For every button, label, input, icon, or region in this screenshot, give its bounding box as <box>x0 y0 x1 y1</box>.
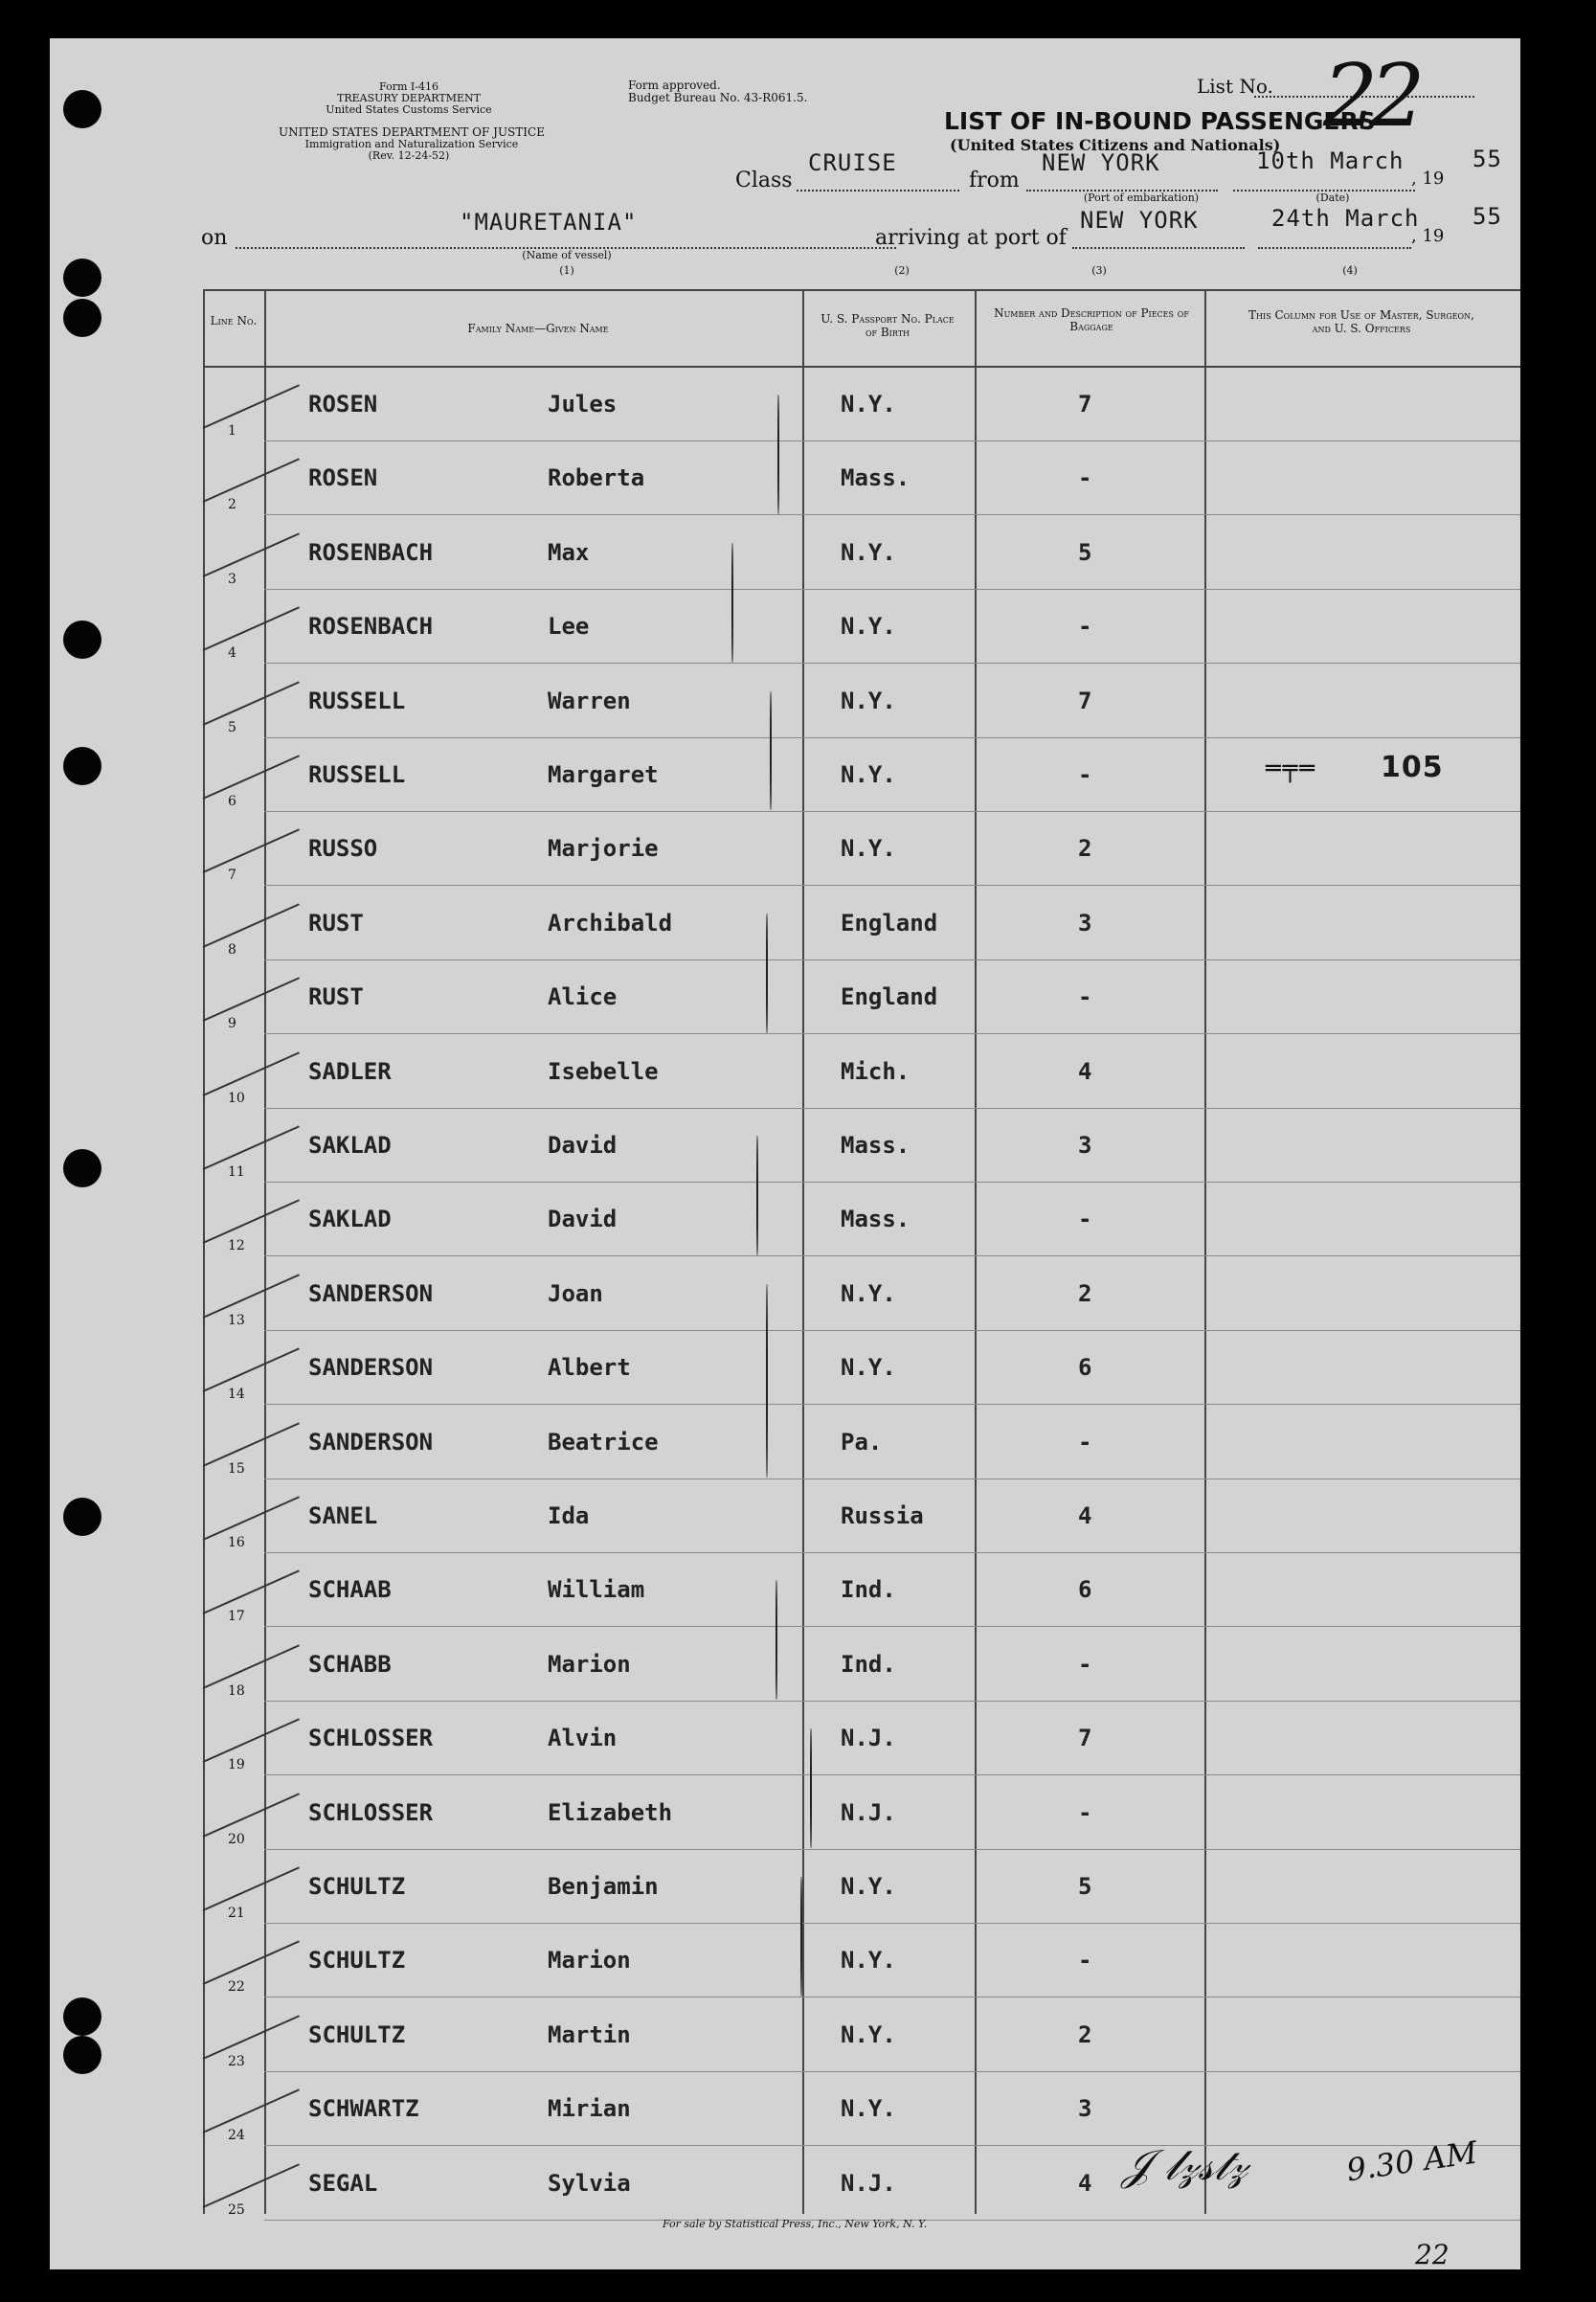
year-prefix: , 19 <box>1411 169 1445 189</box>
table-row <box>50 1333 1520 1407</box>
column-number: (2) <box>894 264 910 277</box>
place-of-birth: N.Y. <box>841 1279 896 1307</box>
place-of-birth: England <box>841 983 938 1011</box>
check-mark <box>203 384 300 429</box>
given-name: Warren <box>548 687 631 714</box>
check-mark <box>203 1348 300 1393</box>
given-name: Benjamin <box>548 1873 659 1900</box>
place-of-birth: Mass. <box>841 1206 910 1233</box>
family-name: SCHLOSSER <box>308 1798 434 1826</box>
place-of-birth: N.Y. <box>841 538 896 566</box>
table-row <box>50 443 1520 517</box>
check-mark <box>203 1719 300 1764</box>
family-bracket-mark <box>756 1136 758 1255</box>
check-mark <box>203 459 300 504</box>
family-name: ROSEN <box>308 464 378 492</box>
table-row <box>50 1185 1520 1258</box>
table-row <box>50 1259 1520 1333</box>
line-number: 5 <box>228 719 236 735</box>
table-row <box>50 962 1520 1036</box>
place-of-birth: N.Y. <box>841 613 896 641</box>
table-row <box>50 1555 1520 1629</box>
table-row <box>50 1630 1520 1704</box>
list-number-handwritten: 22 <box>1323 46 1418 147</box>
vessel-name: "MAURETANIA" <box>460 209 638 236</box>
punch-hole <box>63 90 101 128</box>
family-bracket-mark <box>731 543 733 663</box>
footer-printer: For sale by Statistical Press, Inc., New York, N. Y. <box>663 2218 928 2230</box>
class-value: CRUISE <box>808 149 897 176</box>
place-of-birth: Mass. <box>841 464 910 492</box>
row-rule <box>264 1774 1520 1775</box>
check-mark <box>203 1051 300 1096</box>
on-label: on <box>201 226 228 250</box>
row-rule <box>264 1478 1520 1479</box>
check-mark <box>203 755 300 800</box>
given-name: Joan <box>548 1279 603 1307</box>
check-mark <box>203 978 300 1023</box>
family-name: SCHLOSSER <box>308 1725 434 1752</box>
check-mark <box>203 681 300 726</box>
place-of-birth: N.Y. <box>841 761 896 788</box>
line-number: 22 <box>228 1979 245 1996</box>
family-name: ROSENBACH <box>308 538 434 566</box>
given-name: Albert <box>548 1354 631 1382</box>
table-row <box>50 889 1520 962</box>
inspector-initials: 𝒥 𝓁𝓏𝓈𝓉𝓏 <box>1122 2141 1248 2190</box>
port-of-embarkation-caption: (Port of embarkation) <box>1083 192 1200 204</box>
row-rule <box>264 959 1520 960</box>
baggage-count: 3 <box>1078 2095 1092 2123</box>
line-number: 1 <box>228 423 236 439</box>
year-prefix: , 19 <box>1411 226 1445 246</box>
line-number: 4 <box>228 645 236 662</box>
family-name: SCHULTZ <box>308 2020 406 2048</box>
family-bracket-mark <box>810 1728 812 1848</box>
check-mark <box>203 2089 300 2134</box>
place-of-birth: Russia <box>841 1502 924 1529</box>
check-mark <box>203 1274 300 1319</box>
baggage-count: - <box>1078 1947 1092 1975</box>
vessel-name-caption: (Name of vessel) <box>522 249 612 261</box>
table-row <box>50 518 1520 592</box>
punch-hole <box>63 299 101 337</box>
date-caption: (Date) <box>1315 192 1350 204</box>
family-bracket-mark <box>776 1580 777 1700</box>
check-mark <box>203 1570 300 1615</box>
baggage-count: - <box>1078 761 1092 788</box>
baggage-count: 5 <box>1078 538 1092 566</box>
given-name: David <box>548 1132 618 1159</box>
baggage-count: 5 <box>1078 1873 1092 1900</box>
family-name: RUSSO <box>308 835 378 863</box>
place-of-birth: N.J. <box>841 2169 896 2197</box>
treasury-department: TREASURY DEPARTMENT <box>337 92 481 104</box>
table-row <box>50 592 1520 666</box>
baggage-count: 4 <box>1078 1502 1092 1529</box>
class-label: Class <box>735 169 793 192</box>
family-name: SANEL <box>308 1502 378 1529</box>
place-of-birth: N.Y. <box>841 391 896 418</box>
table-row <box>50 1778 1520 1852</box>
place-of-birth: Mich. <box>841 1057 910 1085</box>
row-rule <box>264 1552 1520 1553</box>
check-mark <box>203 1200 300 1245</box>
row-rule <box>264 811 1520 812</box>
baggage-count: - <box>1078 1650 1092 1678</box>
column-number: (3) <box>1091 264 1107 277</box>
punch-hole <box>63 259 101 297</box>
header-passport: U. S. Passport No. Place of Birth <box>820 312 955 339</box>
table-row <box>50 1111 1520 1185</box>
arrival-port: NEW YORK <box>1080 207 1199 234</box>
departure-date: 10th March <box>1256 147 1405 174</box>
baggage-count: - <box>1078 1428 1092 1456</box>
baggage-count: 2 <box>1078 1279 1092 1307</box>
line-number: 9 <box>228 1016 236 1032</box>
list-no-label: List No. <box>1197 75 1273 98</box>
given-name: David <box>548 1206 618 1233</box>
family-bracket-mark <box>770 691 772 811</box>
row-rule <box>264 514 1520 515</box>
given-name: Beatrice <box>548 1428 659 1456</box>
family-name: SCHULTZ <box>308 1947 406 1975</box>
line-number: 14 <box>228 1387 245 1403</box>
table-row <box>50 814 1520 888</box>
check-mark <box>203 1941 300 1986</box>
arriving-label: arriving at port of <box>875 226 1067 250</box>
check-mark <box>203 1496 300 1541</box>
family-name: RUSSELL <box>308 687 406 714</box>
given-name: Archibald <box>548 909 673 937</box>
row-rule <box>264 663 1520 664</box>
given-name: Alice <box>548 983 618 1011</box>
given-name: Alvin <box>548 1725 618 1752</box>
family-name: SCHAAB <box>308 1576 392 1604</box>
table-row <box>50 2000 1520 2074</box>
family-name: ROSENBACH <box>308 613 434 641</box>
row-rule <box>264 1255 1520 1256</box>
row-rule <box>264 1923 1520 1924</box>
family-name: RUSSELL <box>308 761 406 788</box>
family-bracket-mark <box>766 914 768 1033</box>
given-name: Marjorie <box>548 835 659 863</box>
header-name: Family Name—Given Name <box>467 322 609 335</box>
row-rule <box>264 2071 1520 2072</box>
line-number: 12 <box>228 1238 245 1254</box>
place-of-birth: N.Y. <box>841 2095 896 2123</box>
baggage-count: 7 <box>1078 1725 1092 1752</box>
document-subtitle: (United States Citizens and Nationals) <box>950 136 1281 154</box>
place-of-birth: N.Y. <box>841 1947 896 1975</box>
officer-note: 105 <box>1381 751 1444 784</box>
row-rule <box>264 1404 1520 1405</box>
baggage-count: - <box>1078 1206 1092 1233</box>
table-top-border <box>203 289 1520 291</box>
line-number: 8 <box>228 941 236 958</box>
line-number: 6 <box>228 794 236 809</box>
baggage-count: 6 <box>1078 1354 1092 1382</box>
immigration-service: Immigration and Naturalization Service <box>304 138 519 150</box>
row-rule <box>264 440 1520 441</box>
given-name: Elizabeth <box>548 1798 673 1826</box>
arrival-date: 24th March <box>1271 205 1420 232</box>
family-name: SCHWARTZ <box>308 2095 419 2123</box>
column-number: (4) <box>1342 264 1358 277</box>
baggage-count: - <box>1078 613 1092 641</box>
check-mark <box>203 903 300 948</box>
arrival-year: 55 <box>1472 203 1502 230</box>
table-row <box>50 2149 1520 2223</box>
line-number: 7 <box>228 868 236 884</box>
place-of-birth: Ind. <box>841 1650 896 1678</box>
given-name: Jules <box>548 391 618 418</box>
customs-service: United States Customs Service <box>326 103 492 116</box>
given-name: Isebelle <box>548 1057 659 1085</box>
baggage-count: 3 <box>1078 909 1092 937</box>
family-name: SANDERSON <box>308 1279 434 1307</box>
line-number: 24 <box>228 2128 245 2144</box>
row-rule <box>264 1330 1520 1331</box>
family-name: SCHABB <box>308 1650 392 1678</box>
baggage-count: 4 <box>1078 2169 1092 2197</box>
family-bracket-mark <box>766 1284 768 1478</box>
line-number: 2 <box>228 497 236 513</box>
family-name: SAKLAD <box>308 1206 392 1233</box>
line-number: 15 <box>228 1460 245 1477</box>
row-rule <box>264 885 1520 886</box>
form-approved: Form approved. <box>628 79 721 92</box>
family-name: SCHULTZ <box>308 1873 406 1900</box>
given-name: Marion <box>548 1947 631 1975</box>
scribble: ═╤═ <box>1266 755 1316 783</box>
baggage-count: 7 <box>1078 687 1092 714</box>
line-number: 25 <box>228 2201 245 2218</box>
table-row <box>50 2074 1520 2148</box>
check-mark <box>203 2015 300 2060</box>
line-number: 16 <box>228 1535 245 1550</box>
row-rule <box>264 589 1520 590</box>
header-baggage: Number and Description of Pieces of Baggage <box>994 306 1189 333</box>
place-of-birth: Mass. <box>841 1132 910 1159</box>
row-rule <box>264 737 1520 738</box>
table-row <box>50 1852 1520 1926</box>
row-rule <box>264 1701 1520 1702</box>
baggage-count: 2 <box>1078 2020 1092 2048</box>
line-number: 17 <box>228 1609 245 1625</box>
check-mark <box>203 607 300 652</box>
form-revision: (Rev. 12-24-52) <box>368 149 450 162</box>
baggage-count: 6 <box>1078 1576 1092 1604</box>
baggage-count: - <box>1078 983 1092 1011</box>
given-name: Margaret <box>548 761 659 788</box>
place-of-birth: N.Y. <box>841 835 896 863</box>
document-title: LIST OF IN-BOUND PASSENGERS <box>944 107 1376 135</box>
header-officers: This Column for Use of Master, Surgeon, and U. S. Officers <box>1248 308 1474 335</box>
table-row <box>50 1408 1520 1481</box>
check-mark <box>203 1422 300 1467</box>
family-name: SADLER <box>308 1057 392 1085</box>
check-mark <box>203 829 300 874</box>
row-rule <box>264 1108 1520 1109</box>
line-number: 18 <box>228 1682 245 1699</box>
baggage-count: - <box>1078 1798 1092 1826</box>
row-rule <box>264 1182 1520 1183</box>
line-number: 3 <box>228 571 236 587</box>
place-of-birth: N.J. <box>841 1725 896 1752</box>
given-name: Lee <box>548 613 590 641</box>
place-of-birth: N.Y. <box>841 2020 896 2048</box>
place-of-birth: Ind. <box>841 1576 896 1604</box>
row-rule <box>264 1626 1520 1627</box>
baggage-count: - <box>1078 464 1092 492</box>
family-name: ROSEN <box>308 391 378 418</box>
family-name: SEGAL <box>308 2169 378 2197</box>
check-mark <box>203 1793 300 1838</box>
baggage-count: 3 <box>1078 1132 1092 1159</box>
table-row <box>50 1037 1520 1111</box>
place-of-birth: Pa. <box>841 1428 883 1456</box>
header-line-number: Line No. <box>210 314 258 327</box>
budget-bureau-number: Budget Bureau No. 43-R061.5. <box>628 91 808 104</box>
table-row <box>50 370 1520 443</box>
family-name: SANDERSON <box>308 1428 434 1456</box>
line-number: 21 <box>228 1906 245 1921</box>
place-of-birth: N.Y. <box>841 1354 896 1382</box>
check-mark <box>203 2163 300 2208</box>
family-name: SAKLAD <box>308 1132 392 1159</box>
check-mark <box>203 1125 300 1170</box>
row-rule <box>264 1849 1520 1850</box>
row-rule <box>264 2145 1520 2146</box>
baggage-count: 2 <box>1078 835 1092 863</box>
given-name: William <box>548 1576 645 1604</box>
column-number: (1) <box>559 264 574 277</box>
family-bracket-mark <box>800 1877 802 1997</box>
table-row <box>50 1481 1520 1555</box>
baggage-count: 4 <box>1078 1057 1092 1085</box>
family-name: RUST <box>308 909 364 937</box>
given-name: Sylvia <box>548 2169 631 2197</box>
form-number: Form I-416 <box>379 80 438 93</box>
line-number: 23 <box>228 2053 245 2069</box>
line-number: 19 <box>228 1757 245 1773</box>
family-name: RUST <box>308 983 364 1011</box>
given-name: Roberta <box>548 464 645 492</box>
place-of-birth: N.Y. <box>841 687 896 714</box>
given-name: Max <box>548 538 590 566</box>
family-bracket-mark <box>777 395 779 514</box>
page-corner-number: 22 <box>1415 2239 1450 2270</box>
departure-year: 55 <box>1472 146 1502 172</box>
family-name: SANDERSON <box>308 1354 434 1382</box>
place-of-birth: N.Y. <box>841 1873 896 1900</box>
check-mark <box>203 532 300 577</box>
given-name: Mirian <box>548 2095 631 2123</box>
table-row <box>50 1926 1520 1999</box>
time-note: 9.30 AM <box>1344 2133 1480 2189</box>
line-number: 10 <box>228 1090 245 1106</box>
table-row <box>50 666 1520 740</box>
row-rule <box>264 1033 1520 1034</box>
from-label: from <box>969 169 1020 192</box>
table-row <box>50 1704 1520 1777</box>
line-number: 11 <box>228 1164 245 1180</box>
line-number: 13 <box>228 1312 245 1328</box>
check-mark <box>203 1644 300 1689</box>
given-name: Marion <box>548 1650 631 1678</box>
document-page <box>50 38 1520 2269</box>
place-of-birth: N.J. <box>841 1798 896 1826</box>
given-name: Ida <box>548 1502 590 1529</box>
baggage-count: 7 <box>1078 391 1092 418</box>
place-of-birth: England <box>841 909 938 937</box>
line-number: 20 <box>228 1831 245 1847</box>
check-mark <box>203 1866 300 1911</box>
department-of-justice: UNITED STATES DEPARTMENT OF JUSTICE <box>279 125 545 139</box>
embarkation-port: NEW YORK <box>1042 149 1160 176</box>
header-bottom-border <box>203 366 1520 368</box>
given-name: Martin <box>548 2020 631 2048</box>
